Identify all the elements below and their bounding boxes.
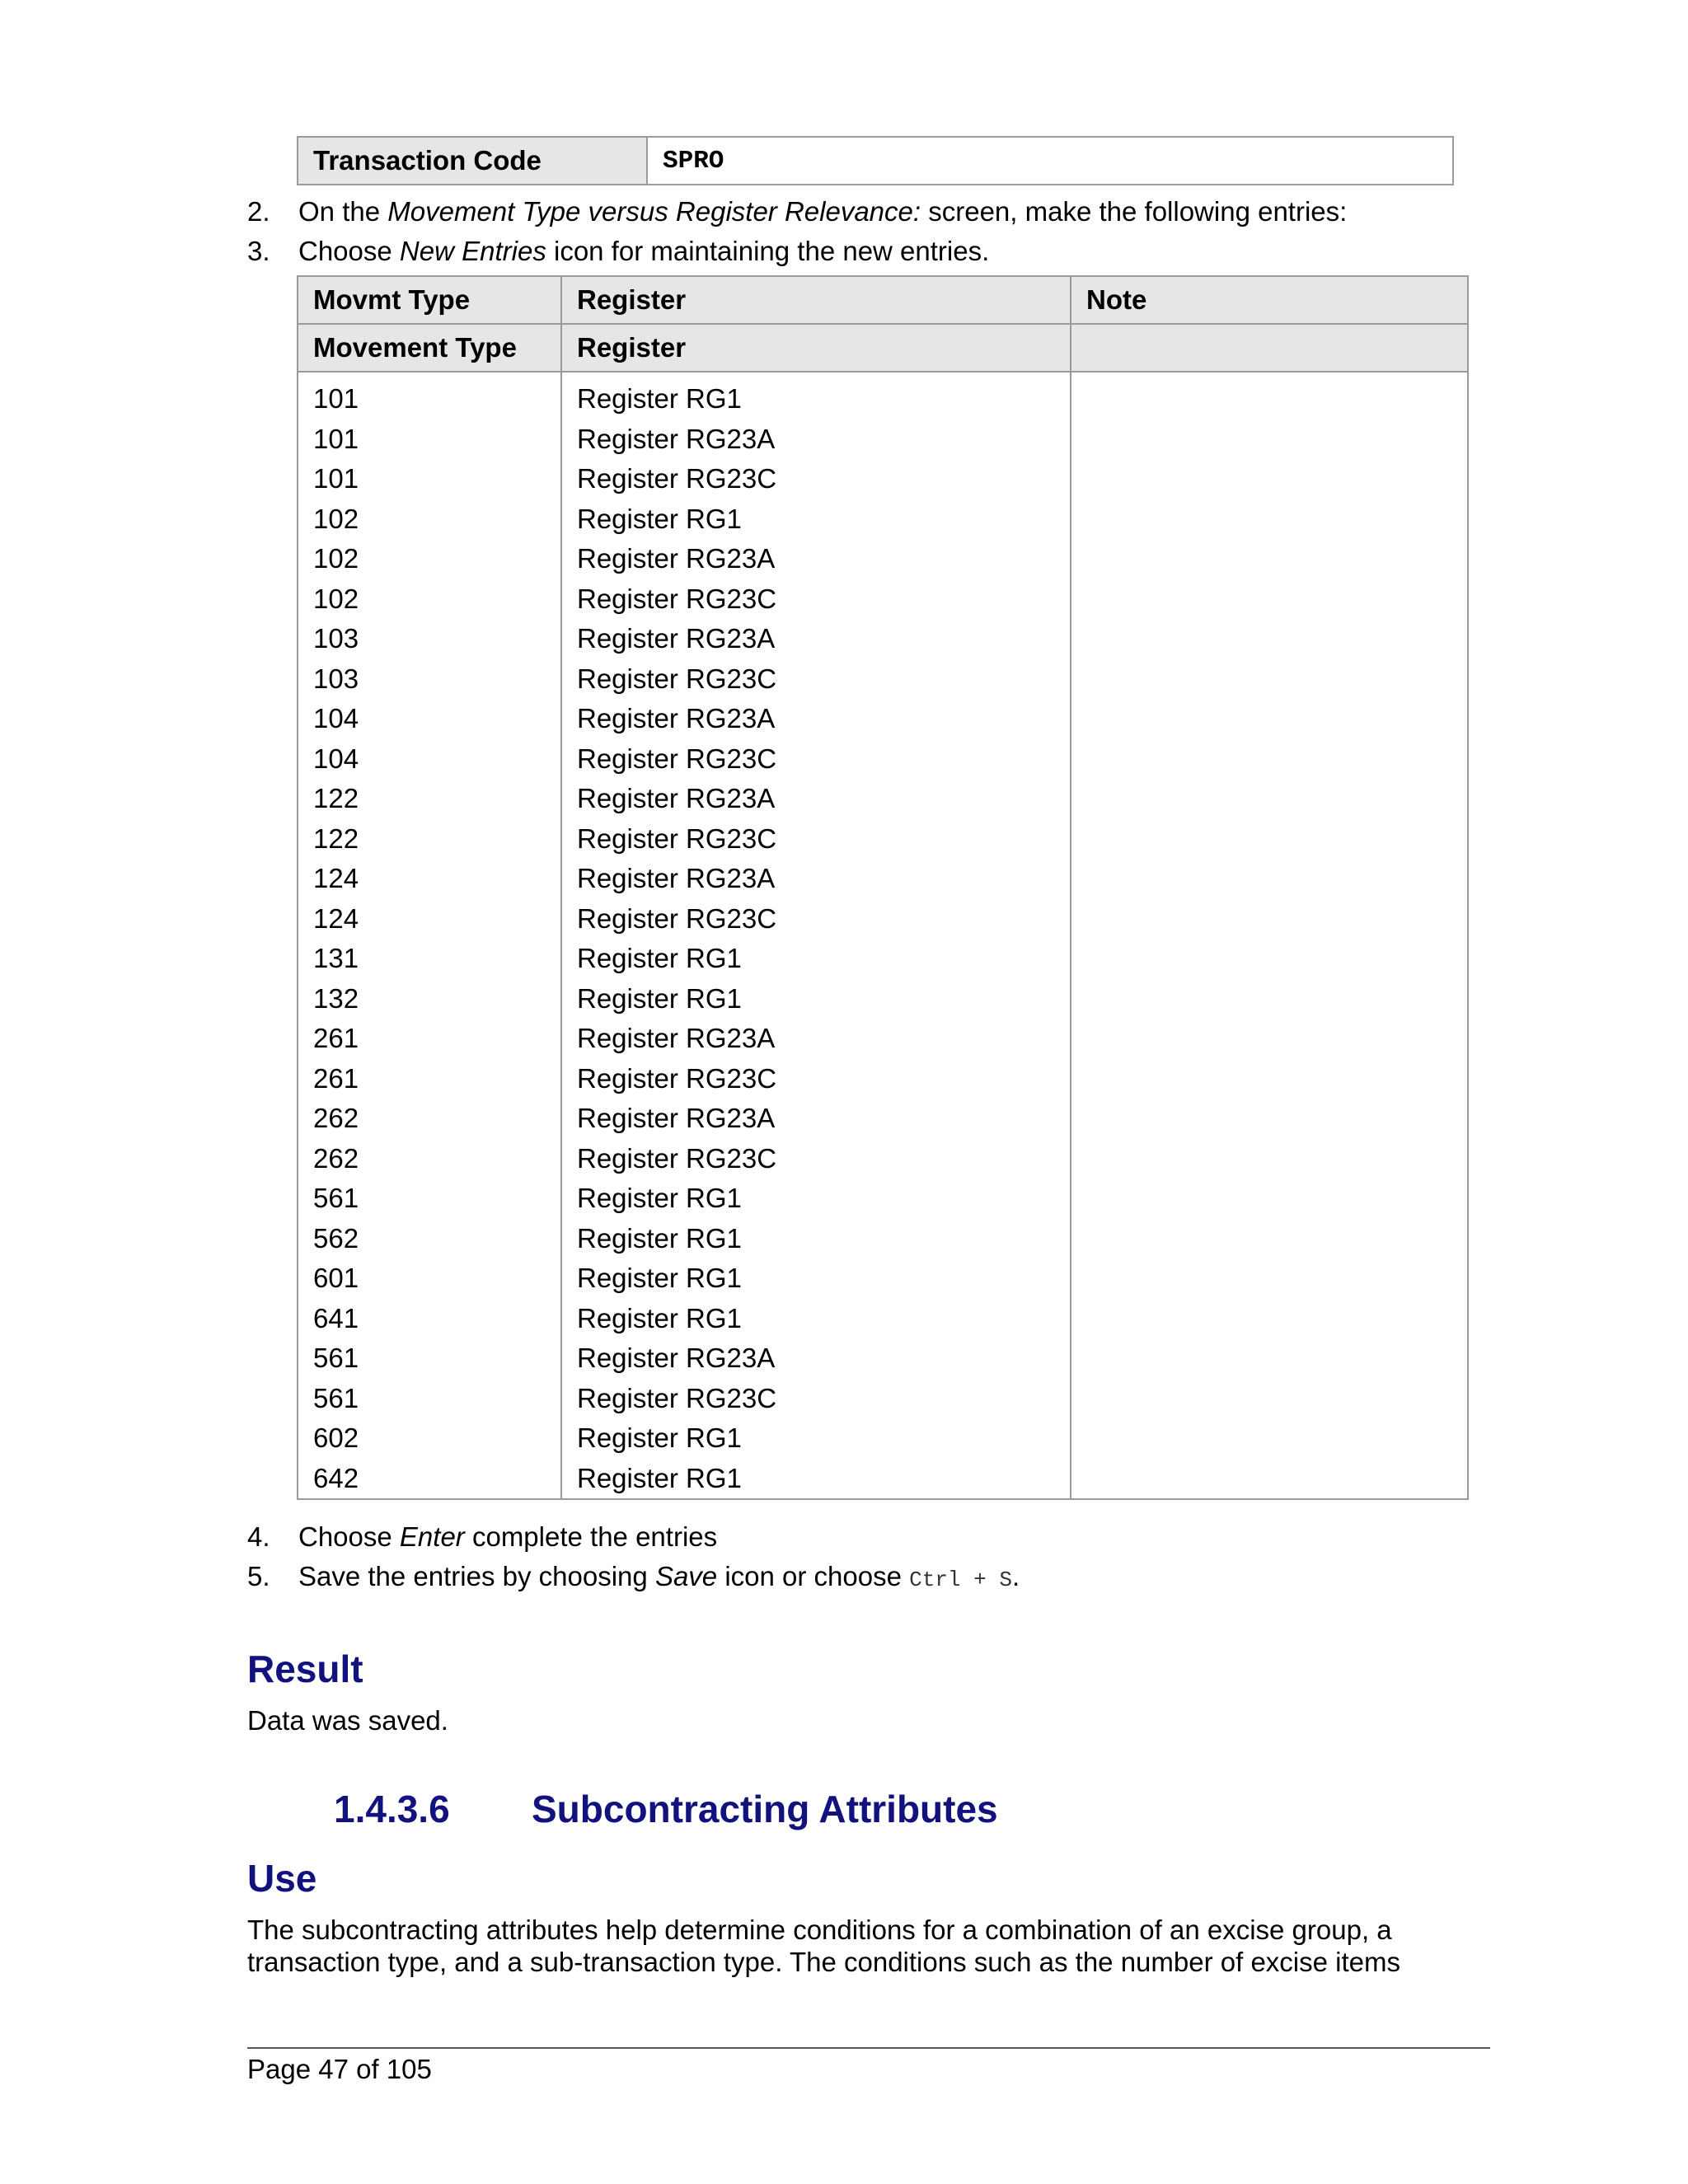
- step-5: [247, 1560, 1020, 1596]
- section-number: 1.4.3.6: [334, 1788, 450, 1830]
- movement-type-value: 122: [313, 783, 359, 813]
- step-emphasis: New Entries: [399, 236, 546, 266]
- register-value: Register RG23C: [577, 463, 777, 494]
- step-text: Choose: [298, 236, 400, 266]
- col-header-register: Register: [561, 276, 1071, 324]
- use-line-1: The subcontracting attributes help determine conditions for a combination of an excise group, a: [247, 1915, 1392, 1945]
- step-text: icon for maintaining the new entries.: [546, 236, 990, 266]
- step-text: Choose: [298, 1521, 400, 1552]
- movement-type-value: 103: [313, 663, 359, 694]
- register-value: Register RG23A: [577, 623, 776, 654]
- register-value: Register RG23A: [577, 703, 776, 733]
- use-paragraph: [247, 1914, 1400, 1978]
- page-number: Page 47 of 105: [247, 2054, 432, 2084]
- movement-type-value: 562: [313, 1222, 359, 1254]
- register-value: Register RG23A: [577, 1103, 776, 1133]
- step-number: 5.: [247, 1561, 270, 1591]
- movement-type-value: 561: [313, 1382, 359, 1413]
- register-value: Register RG23A: [577, 423, 776, 454]
- table-subheader-row: [298, 324, 1468, 372]
- step-2: [247, 195, 1347, 228]
- movement-type-value: 601: [313, 1263, 359, 1293]
- use-line-2: transaction type, and a sub-transaction type. The conditions such as the number of excise items: [247, 1947, 1400, 1977]
- step-text: Save the entries by choosing: [298, 1561, 655, 1591]
- step-4: [247, 1521, 717, 1554]
- movement-type-value: 102: [313, 503, 359, 534]
- step-text: .: [1011, 1561, 1020, 1591]
- movement-type-value: 104: [313, 703, 359, 733]
- step-emphasis: Movement Type versus Register Relevance:: [387, 196, 921, 227]
- register-value: Register RG23C: [577, 583, 777, 614]
- register-value: Register RG1: [577, 503, 742, 534]
- subheader-movement-type: Movement Type: [298, 324, 561, 372]
- step-3: [247, 235, 989, 268]
- movement-type-value: 101: [313, 383, 359, 414]
- movement-type-value: 561: [313, 1183, 359, 1213]
- movement-type-value: 101: [313, 423, 359, 454]
- result-heading: Result: [247, 1647, 363, 1690]
- section-title: Subcontracting Attributes: [532, 1788, 998, 1830]
- step-number: 2.: [247, 196, 270, 227]
- movement-type-value: 104: [313, 743, 359, 774]
- movement-type-value: 131: [313, 943, 359, 973]
- result-text: Data was saved.: [247, 1705, 448, 1736]
- transaction-code-value: SPRO: [647, 137, 1453, 185]
- col-header-movmt-type: Movmt Type: [298, 276, 561, 324]
- movement-type-value: 102: [313, 583, 359, 614]
- movement-type-value: 132: [313, 982, 359, 1014]
- register-value: Register RG1: [577, 1183, 742, 1213]
- register-value: Register RG23C: [577, 1142, 777, 1174]
- transaction-code-table: [297, 136, 1454, 185]
- register-value: Register RG23A: [577, 1023, 776, 1053]
- table-header-row: [298, 276, 1468, 324]
- register-value: Register RG1: [577, 383, 742, 414]
- register-value: Register RG1: [577, 1263, 742, 1293]
- step-emphasis: Save: [654, 1561, 718, 1591]
- movement-type-value: 602: [313, 1422, 359, 1453]
- movement-register-table: [297, 275, 1469, 1500]
- movement-type-value: 642: [313, 1462, 359, 1493]
- register-value: Register RG1: [577, 1462, 742, 1493]
- movement-type-value: 261: [313, 1062, 359, 1094]
- register-value: Register RG23C: [577, 1062, 777, 1094]
- register-value: Register RG23A: [577, 1343, 776, 1373]
- register-value: Register RG23A: [577, 863, 776, 893]
- movement-type-value: 124: [313, 902, 359, 934]
- step-emphasis: Enter: [399, 1521, 465, 1552]
- footer-divider: [247, 2047, 1490, 2049]
- movement-type-value: 261: [313, 1023, 359, 1053]
- register-value: Register RG23C: [577, 902, 777, 934]
- register-value: Register RG23C: [577, 1382, 777, 1413]
- section-heading: [334, 1787, 998, 1831]
- register-value: Register RG1: [577, 1422, 742, 1453]
- register-value: Register RG1: [577, 943, 742, 973]
- movement-type-value: 262: [313, 1103, 359, 1133]
- movement-type-value: 641: [313, 1302, 359, 1333]
- subheader-note: [1071, 324, 1468, 372]
- use-heading: Use: [247, 1857, 317, 1900]
- register-cell: [561, 372, 1071, 1499]
- step-text: complete the entries: [464, 1521, 718, 1552]
- register-value: Register RG23C: [577, 823, 777, 854]
- step-number: 4.: [247, 1521, 270, 1552]
- register-value: Register RG23A: [577, 543, 776, 574]
- shortcut-code: Ctrl + S: [909, 1568, 1012, 1592]
- movement-type-value: 102: [313, 543, 359, 574]
- movement-type-value: 124: [313, 863, 359, 893]
- register-value: Register RG23C: [577, 743, 777, 774]
- movement-type-cell: [298, 372, 561, 1499]
- step-text: screen, make the following entries:: [921, 196, 1348, 227]
- col-header-note: Note: [1071, 276, 1468, 324]
- register-value: Register RG23A: [577, 783, 776, 813]
- register-value: Register RG1: [577, 1302, 742, 1333]
- movement-type-value: 103: [313, 623, 359, 654]
- register-value: Register RG1: [577, 1222, 742, 1254]
- step-text: icon or choose: [717, 1561, 910, 1591]
- register-value: Register RG1: [577, 982, 742, 1014]
- subheader-register: Register: [561, 324, 1071, 372]
- table-body-row: [298, 372, 1468, 1499]
- transaction-code-label: Transaction Code: [298, 137, 647, 185]
- movement-type-value: 561: [313, 1343, 359, 1373]
- register-value: Register RG23C: [577, 663, 777, 694]
- step-text: On the: [298, 196, 388, 227]
- movement-type-value: 122: [313, 823, 359, 854]
- movement-type-value: 262: [313, 1142, 359, 1174]
- note-cell: [1071, 372, 1468, 1499]
- step-number: 3.: [247, 236, 270, 266]
- movement-type-value: 101: [313, 463, 359, 494]
